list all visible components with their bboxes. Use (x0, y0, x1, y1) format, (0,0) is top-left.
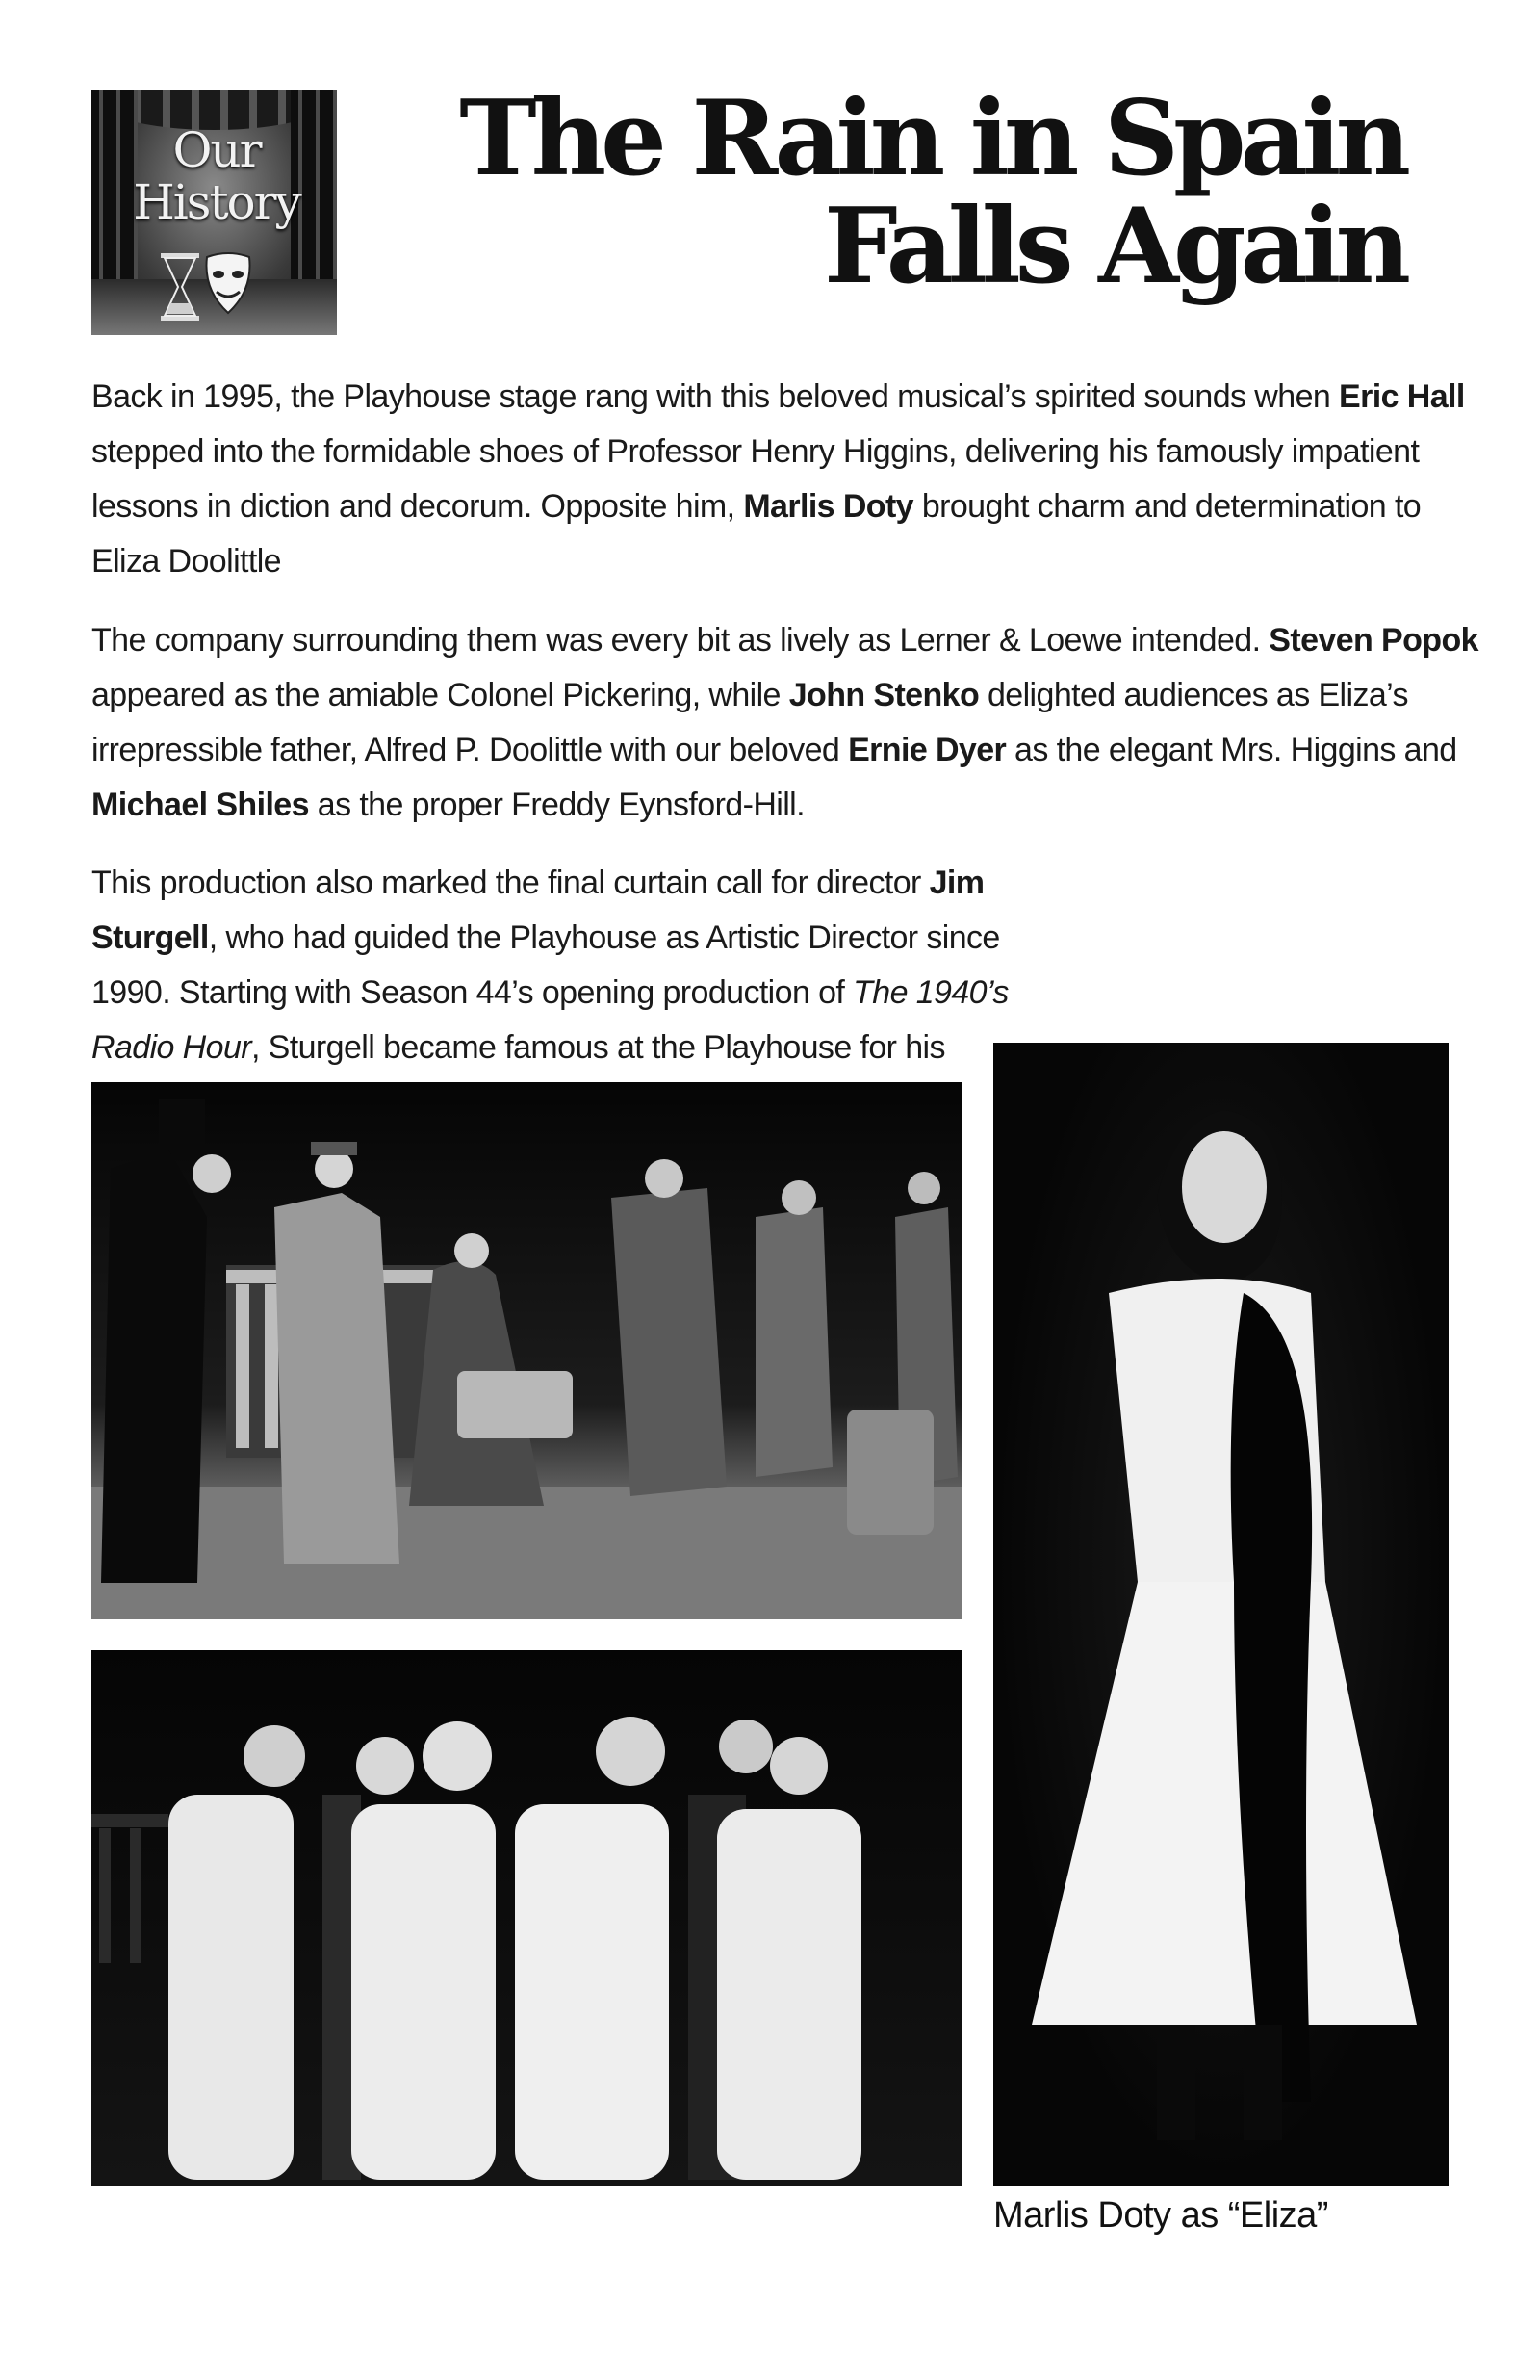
chorus-photo-illustration (91, 1650, 962, 2186)
theater-masks-icon (199, 251, 257, 317)
chorus-photo (91, 1650, 962, 2186)
title-line-2: Falls Again (823, 186, 1405, 307)
page-title (346, 78, 1405, 307)
logo-line-1: Our (172, 122, 261, 178)
p2-text-3: delighted audiences as Eliza’s irrepressible father, Alfred P. Doolittle with our beloved (91, 677, 1408, 768)
eliza-photo-illustration (993, 1043, 1449, 2186)
p3-text-3: , Sturgell became famous at the Playhouse for his (250, 1029, 945, 1066)
p2-name-john-stenko: John Stenko (788, 677, 980, 713)
hourglass-icon (159, 253, 201, 321)
p1-name-marlis-doty: Marlis Doty (743, 488, 913, 525)
logo-text (120, 124, 313, 228)
p3-show-title: The 1940’s Radio Hour (91, 974, 1009, 1066)
cast-stage-photo-illustration (91, 1082, 962, 1619)
eliza-photo (993, 1043, 1449, 2186)
p1-text-1: Back in 1995, the Playhouse stage rang with this beloved musical’s spirited sounds when (91, 378, 1340, 415)
title-line-1: The Rain in Spain (459, 78, 1405, 199)
p1-text-2: stepped into the formidable shoes of Professor Henry Higgins, delivering his famously impatient lessons in diction and decorum. Opposite him, (91, 433, 1420, 525)
p1-text-3: brought charm and determination to Eliza Doolittle (91, 488, 1422, 580)
p3-name-jim-sturgell: Jim Sturgell (91, 865, 985, 956)
paragraph-1 (91, 370, 1487, 589)
cast-stage-photo (91, 1082, 962, 1619)
our-history-logo (91, 90, 337, 335)
p3-text-1: This production also marked the final curtain call for director (91, 865, 930, 901)
p3-text-2: , who had guided the Playhouse as Artistic Director since 1990. Starting with Season 44’s opening production of (91, 919, 1000, 1011)
paragraph-2 (91, 613, 1487, 833)
logo-line-2: History (133, 174, 300, 230)
eliza-photo-caption: Marlis Doty as “Eliza” (993, 2195, 1328, 2236)
p2-name-steven-popok: Steven Popok (1269, 622, 1478, 659)
p2-text-1: The company surrounding them was every bit as lively as Lerner & Loewe intended. (91, 622, 1270, 659)
p2-name-ernie-dyer: Ernie Dyer (848, 732, 1007, 768)
p2-name-michael-shiles: Michael Shiles (91, 787, 309, 823)
p2-text-5: as the proper Freddy Eynsford-Hill. (308, 787, 805, 823)
p2-text-2: appeared as the amiable Colonel Pickering, while (91, 677, 789, 713)
p2-text-4: as the elegant Mrs. Higgins and (1006, 732, 1457, 768)
chorus-figures (168, 1717, 861, 2180)
p1-name-eric-hall: Eric Hall (1339, 378, 1465, 415)
